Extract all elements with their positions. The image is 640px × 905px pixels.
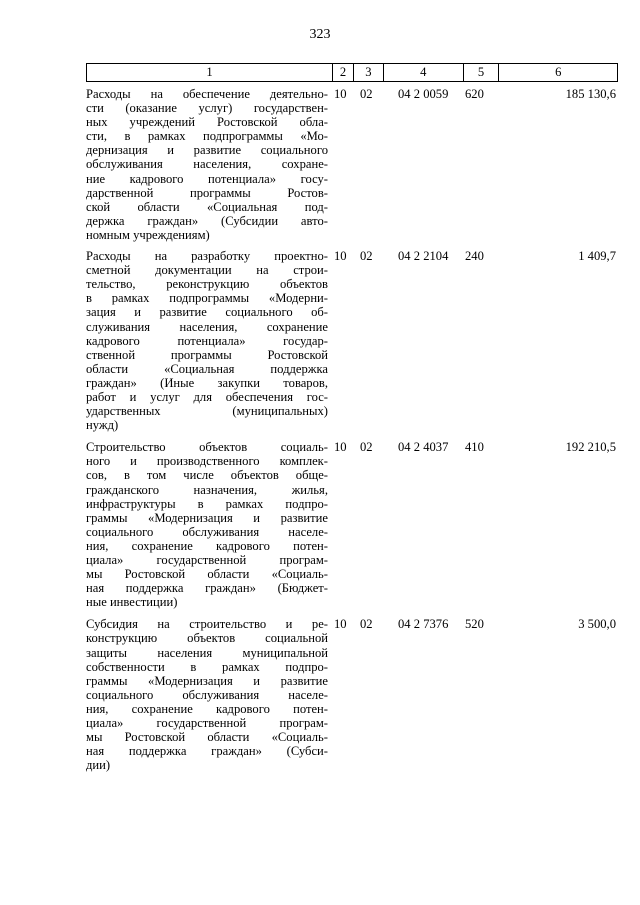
section-code: 10 xyxy=(334,440,347,455)
description-line: номным учреждениям) xyxy=(86,227,210,242)
row-description xyxy=(86,617,332,772)
description-line: Расходы на обеспечение деятельно- xyxy=(86,87,328,101)
description-line: сти (оказание услуг) государствен- xyxy=(86,101,328,116)
amount: 3 500,0 xyxy=(578,617,616,632)
section-code: 10 xyxy=(334,87,347,101)
row-description xyxy=(86,249,332,432)
table-row xyxy=(86,87,618,242)
description-line: социального обслуживания населе- xyxy=(86,687,328,702)
description-line: мы Ростовской области «Социаль- xyxy=(86,730,328,745)
amount: 192 210,5 xyxy=(565,440,616,455)
description-line: ния, сохранение кадрового потен- xyxy=(86,538,328,553)
description-line: Субсидия на строительство и ре- xyxy=(86,617,328,632)
table-row xyxy=(86,440,618,609)
description-line: тельство, реконструкцию объектов xyxy=(86,277,328,292)
description-line: ные инвестиции) xyxy=(86,595,178,610)
header-cell-6: 6 xyxy=(498,64,617,81)
description-line: циала» государственной програм- xyxy=(86,716,328,731)
table-header xyxy=(86,63,618,82)
description-line: сти, в рамках подпрограммы «Мо- xyxy=(86,129,328,144)
description-line: Строительство объектов социаль- xyxy=(86,440,328,455)
table-body xyxy=(86,87,618,772)
header-cell-4: 4 xyxy=(383,64,463,81)
subsection-code: 02 xyxy=(360,440,373,455)
description-line: сметной документации на строи- xyxy=(86,263,328,278)
target-article-code: 04 2 4037 xyxy=(398,440,449,455)
description-line: служивания населения, сохранение xyxy=(86,319,328,334)
subsection-code: 02 xyxy=(360,617,373,632)
description-line: дии) xyxy=(86,758,111,773)
description-line: ударственных (муниципальных) xyxy=(86,404,328,419)
description-line: держка граждан» (Субсидии авто- xyxy=(86,213,328,228)
description-line: ственной программы Ростовской xyxy=(86,347,328,362)
budget-table xyxy=(86,63,618,772)
expense-type-code: 410 xyxy=(465,440,484,455)
expense-type-code: 520 xyxy=(465,617,484,632)
description-line: Расходы на разработку проектно- xyxy=(86,249,328,264)
target-article-code: 04 2 0059 xyxy=(398,87,449,101)
description-line: области «Социальная поддержка xyxy=(86,361,328,376)
header-cell-1: 1 xyxy=(206,65,213,79)
description-line: граждан» (Иные закупки товаров, xyxy=(86,375,328,390)
description-line: защиты населения муниципальной xyxy=(86,645,328,660)
description-line: зация и развитие социального об- xyxy=(86,305,328,320)
subsection-code: 02 xyxy=(360,249,373,264)
description-line: ного и производственного комплек- xyxy=(86,454,328,469)
amount: 185 130,6 xyxy=(565,87,616,101)
header-cell-3: 3 xyxy=(353,64,383,81)
description-line: ние кадрового потенциала» госу- xyxy=(86,171,328,186)
description-line: дарственной программы Ростов- xyxy=(86,185,328,200)
description-line: мы Ростовской области «Социаль- xyxy=(86,567,328,582)
table-row xyxy=(86,249,618,432)
description-line: конструкцию объектов социальной xyxy=(86,631,328,646)
description-line: ная поддержка граждан» (Бюджет- xyxy=(86,581,328,596)
section-code: 10 xyxy=(334,249,347,264)
page-number: 323 xyxy=(309,27,331,42)
expense-type-code: 240 xyxy=(465,249,484,264)
target-article-code: 04 2 2104 xyxy=(398,249,449,264)
description-line: кадрового потенциала» государ- xyxy=(86,333,328,348)
row-description xyxy=(86,87,332,242)
description-line: гражданского назначения, жилья, xyxy=(86,482,328,497)
description-line: инфраструктуры в рамках подпро- xyxy=(86,496,328,511)
description-line: граммы «Модернизация и развитие xyxy=(86,510,328,525)
description-line: обслуживания населения, сохране- xyxy=(86,157,328,172)
description-line: граммы «Модернизация и развитие xyxy=(86,673,328,688)
description-line: ской области «Социальная под- xyxy=(86,199,328,214)
expense-type-code: 620 xyxy=(465,87,484,101)
description-line: в рамках подпрограммы «Модерни- xyxy=(86,291,328,306)
description-line: собственности в рамках подпро- xyxy=(86,659,328,674)
subsection-code: 02 xyxy=(360,87,373,101)
description-line: дернизация и развитие социального xyxy=(86,143,328,158)
row-description xyxy=(86,440,332,609)
description-line: ных учреждений Ростовской обла- xyxy=(86,115,328,130)
header-cell-2: 2 xyxy=(332,64,353,81)
description-line: социального обслуживания населе- xyxy=(86,524,328,539)
description-line: нужд) xyxy=(86,418,119,433)
description-line: циала» государственной програм- xyxy=(86,553,328,567)
section-code: 10 xyxy=(334,617,347,632)
amount: 1 409,7 xyxy=(578,249,616,264)
description-line: ния, сохранение кадрового потен- xyxy=(86,701,328,716)
header-cell-5: 5 xyxy=(463,64,499,81)
description-line: сов, в том числе объектов обще- xyxy=(86,468,328,483)
table-row xyxy=(86,617,618,772)
target-article-code: 04 2 7376 xyxy=(398,617,449,632)
description-line: работ и услуг для обеспечения гос- xyxy=(86,389,328,404)
description-line: ная поддержка граждан» (Субси- xyxy=(86,744,328,759)
